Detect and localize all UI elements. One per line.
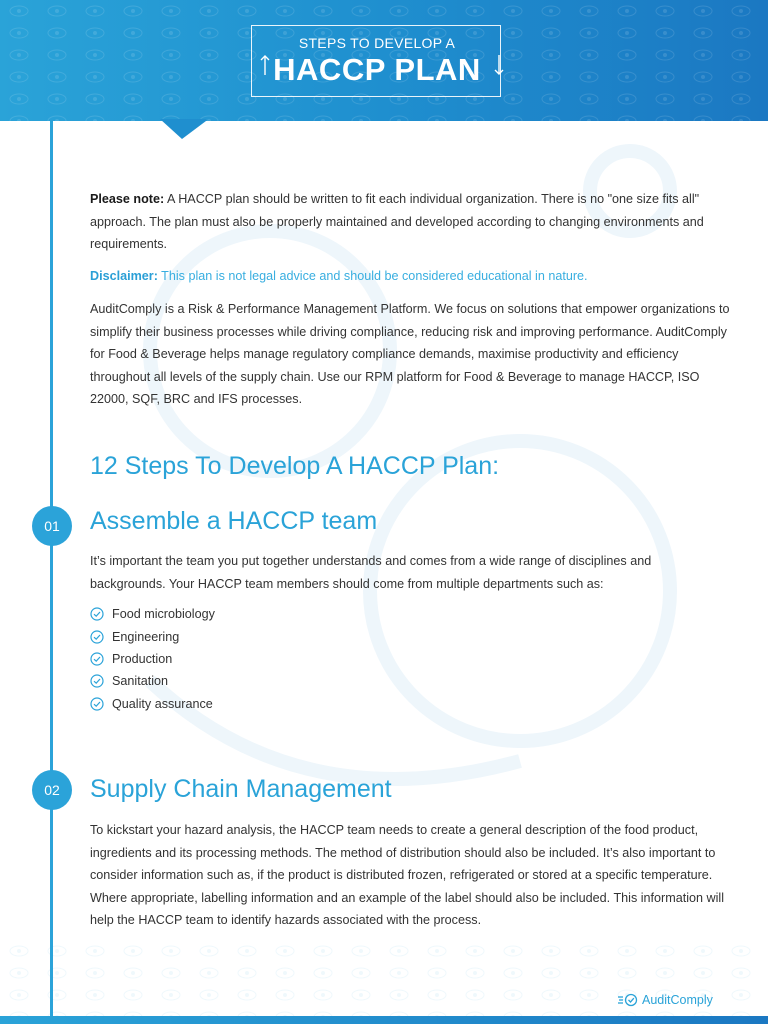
title-box — [251, 25, 501, 97]
logo-text: AuditComply — [642, 993, 713, 1007]
disclaimer-paragraph — [90, 265, 730, 288]
arrow-up-icon — [260, 54, 270, 76]
list-item-label: Sanitation — [112, 674, 169, 689]
list-item-label: Engineering — [112, 629, 180, 644]
step-description: To kickstart your hazard analysis, the HACCP team needs to create a general description of the food product, ingredients and its processing methods. The method of distribution should also be included. It’s also important to consider information such as, if the product is distributed frozen, refrigerated or stored at a specific temperature. Where appropriate, labelling information and an example of the label should also be included. This information will help the HACCP team to identify hazards associated with the process. — [90, 823, 725, 927]
disclaimer-text: This plan is not legal advice and should be considered educational in nature. — [157, 269, 588, 283]
timeline-line — [50, 121, 53, 1016]
please-note-label: Please note: — [90, 192, 165, 206]
please-note-text: A HACCP plan should be written to fit each individual organization. There is no "one size fits all" approach. The plan must also be properly maintained and developed according to changing environments and requirements. — [90, 192, 704, 251]
department-checklist — [90, 603, 215, 715]
list-item — [90, 625, 215, 647]
list-item-label: Food microbiology — [112, 607, 215, 622]
auditcomply-logo — [618, 993, 713, 1007]
step-description: It’s important the team you put together understands and comes from a wide range of disciplines and backgrounds. Your HACCP team members should come from multiple departments such as: — [90, 554, 652, 591]
list-item — [90, 648, 215, 670]
list-item — [90, 603, 215, 625]
check-circle-icon — [90, 652, 104, 666]
step-title: Assemble a HACCP team — [90, 507, 378, 535]
arrow-down-icon — [494, 54, 504, 76]
step-number-badge: 01 — [32, 506, 72, 546]
list-item-label: Production — [112, 651, 173, 666]
check-circle-icon — [90, 630, 104, 644]
step-title: Supply Chain Management — [90, 775, 392, 803]
footer-band — [0, 1016, 768, 1024]
step-number-badge: 02 — [32, 770, 72, 810]
logo-check-icon — [618, 993, 638, 1007]
list-item — [90, 670, 215, 692]
list-item-label: Quality assurance — [112, 696, 213, 711]
header-title: HACCP PLAN — [273, 52, 481, 87]
list-item — [90, 693, 215, 715]
please-note-paragraph — [90, 188, 730, 256]
header-subtitle: STEPS TO DEVELOP A — [298, 35, 456, 51]
main-heading: 12 Steps To Develop A HACCP Plan: — [90, 452, 500, 480]
page-header — [0, 0, 768, 121]
check-circle-icon — [90, 674, 104, 688]
about-paragraph: AuditComply is a Risk & Performance Management Platform. We focus on solutions that empower organizations to simplify their business processes while driving compliance, reducing risk and improving performance. AuditComply for Food & Beverage helps manage regulatory compliance demands, maximise productivity and efficiency throughout all levels of the supply chain. Use our RPM platform for Food & Beverage to manage HACCP, ISO 22000, SQF, BRC and IFS processes. — [90, 302, 730, 406]
check-circle-icon — [90, 607, 104, 621]
disclaimer-label: Disclaimer: — [90, 269, 158, 283]
check-circle-icon — [90, 697, 104, 711]
